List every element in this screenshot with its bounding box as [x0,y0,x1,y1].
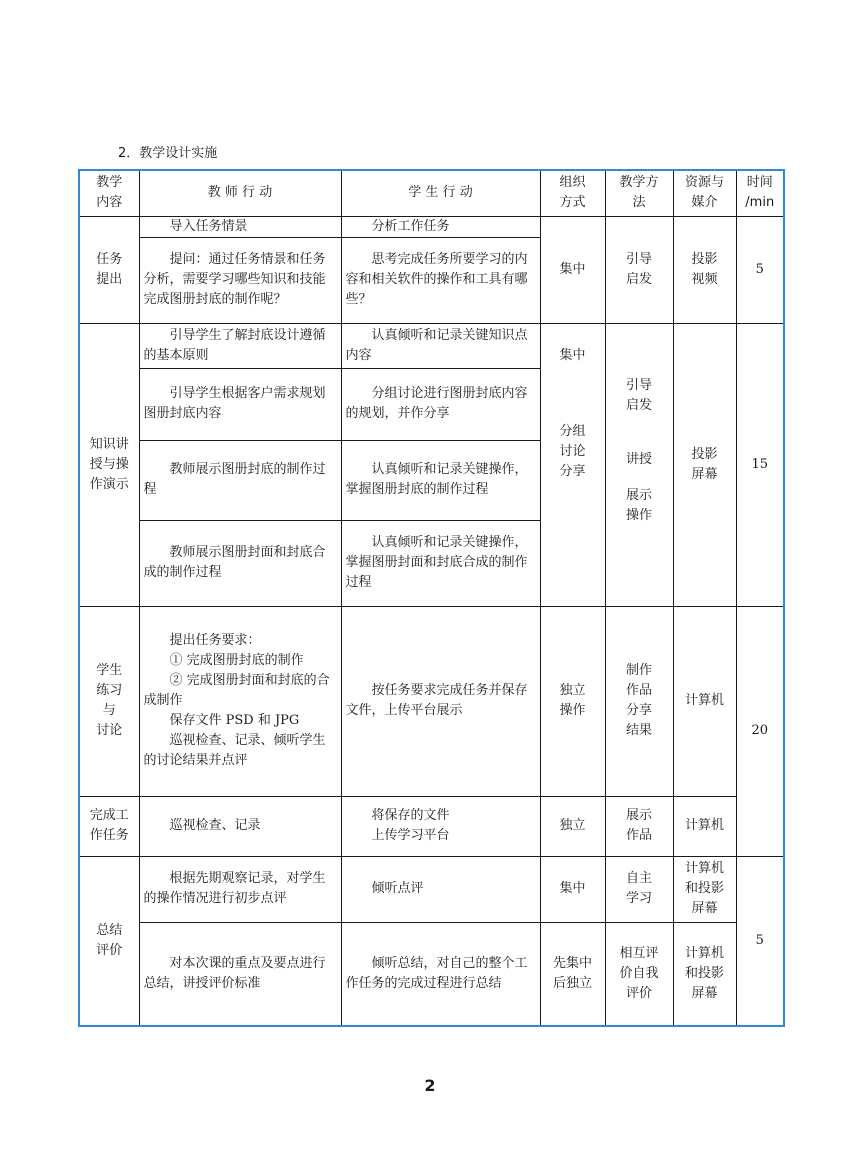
teacher-action: 提出任务要求： ① 完成图册封底的制作 ② 完成图册封面和封底的合成制作 保存文件 PSD 和 JPG 巡视检查、记录、倾听学生的讨论结果并点评 [139,606,341,796]
teaching-method: 自主 学习 [605,856,673,922]
table-row [79,323,784,368]
org-mode: 独立 操作 [540,606,605,796]
student-action: 将保存的文件 上传学习平台 [341,796,540,856]
teaching-method: 相互评 价自我 评价 [605,922,673,1026]
resource-media: 计算机 [673,796,736,856]
org-mode: 独立 [540,796,605,856]
header-org: 组织 方式 [540,170,605,216]
teacher-action: 教师展示图册封面和封底合成的制作过程 [139,520,341,606]
time-minutes: 5 [736,216,784,323]
student-action: 认真倾听和记录关键知识点内容 [341,323,540,368]
teacher-action: 对本次课的重点及要点进行总结，讲授评价标准 [139,922,341,1026]
teacher-action: 引导学生根据客户需求规划图册封底内容 [139,368,341,440]
teacher-action: 导入任务情景 [139,216,341,237]
student-action: 认真倾听和记录关键操作，掌握图册封面和封底合成的制作过程 [341,520,540,606]
page-number: 2 [424,1076,436,1095]
resource-media: 计算机 [673,606,736,796]
table-row [79,796,784,856]
teaching-method: 引导 启发 讲授 展示 操作 [605,323,673,606]
org-mode: 集中 [540,216,605,323]
student-action: 分组讨论进行图册封底内容的规划，并作分享 [341,368,540,440]
org-mode: 集中 [540,856,605,922]
table-row [79,606,784,796]
header-content: 教学 内容 [79,170,139,216]
header-student: 学 生 行 动 [341,170,540,216]
teacher-action: 提问：通过任务情景和任务分析，需要学习哪些知识和技能完成图册封底的制作呢？ [139,237,341,323]
student-action: 按任务要求完成任务并保存文件，上传平台展示 [341,606,540,796]
time-minutes: 20 [736,606,784,856]
resource-media: 投影 屏幕 [673,323,736,606]
teacher-action: 巡视检查、记录 [139,796,341,856]
table-row [79,922,784,1026]
section-title-complete: 完成工 作任务 [79,796,139,856]
time-minutes: 5 [736,856,784,1026]
header-time: 时间 /min [736,170,784,216]
header-row [79,170,784,216]
section-title-task-intro: 任务 提出 [79,216,139,323]
section-heading: 2．教学设计实施 [118,146,218,161]
table-row [79,856,784,922]
org-mode: 集中 分组 讨论 分享 [540,323,605,606]
student-action: 倾听总结，对自己的整个工作任务的完成过程进行总结 [341,922,540,1026]
student-action: 倾听点评 [341,856,540,922]
student-action: 思考完成任务所要学习的内容和相关软件的操作和工具有哪些？ [341,237,540,323]
resource-media: 投影 视频 [673,216,736,323]
header-resource: 资源与 媒介 [673,170,736,216]
student-action: 认真倾听和记录关键操作，掌握图册封底的制作过程 [341,440,540,520]
resource-media: 计算机 和投影 屏幕 [673,856,736,922]
org-mode: 先集中 后独立 [540,922,605,1026]
resource-media: 计算机 和投影 屏幕 [673,922,736,1026]
teaching-plan-table [78,169,785,1027]
teaching-method: 引导 启发 [605,216,673,323]
table-row [79,216,784,237]
header-method: 教学方 法 [605,170,673,216]
student-action: 分析工作任务 [341,216,540,237]
section-title-knowledge: 知识讲 授与操 作演示 [79,323,139,606]
section-title-practice: 学生 练习 与 讨论 [79,606,139,796]
time-minutes: 15 [736,323,784,606]
section-title-summary: 总结 评价 [79,856,139,1026]
teacher-action: 教师展示图册封底的制作过程 [139,440,341,520]
teacher-action: 根据先期观察记录，对学生的操作情况进行初步点评 [139,856,341,922]
teaching-method: 制作 作品 分享 结果 [605,606,673,796]
teacher-action: 引导学生了解封底设计遵循的基本原则 [139,323,341,368]
teaching-method: 展示 作品 [605,796,673,856]
header-teacher: 教 师 行 动 [139,170,341,216]
